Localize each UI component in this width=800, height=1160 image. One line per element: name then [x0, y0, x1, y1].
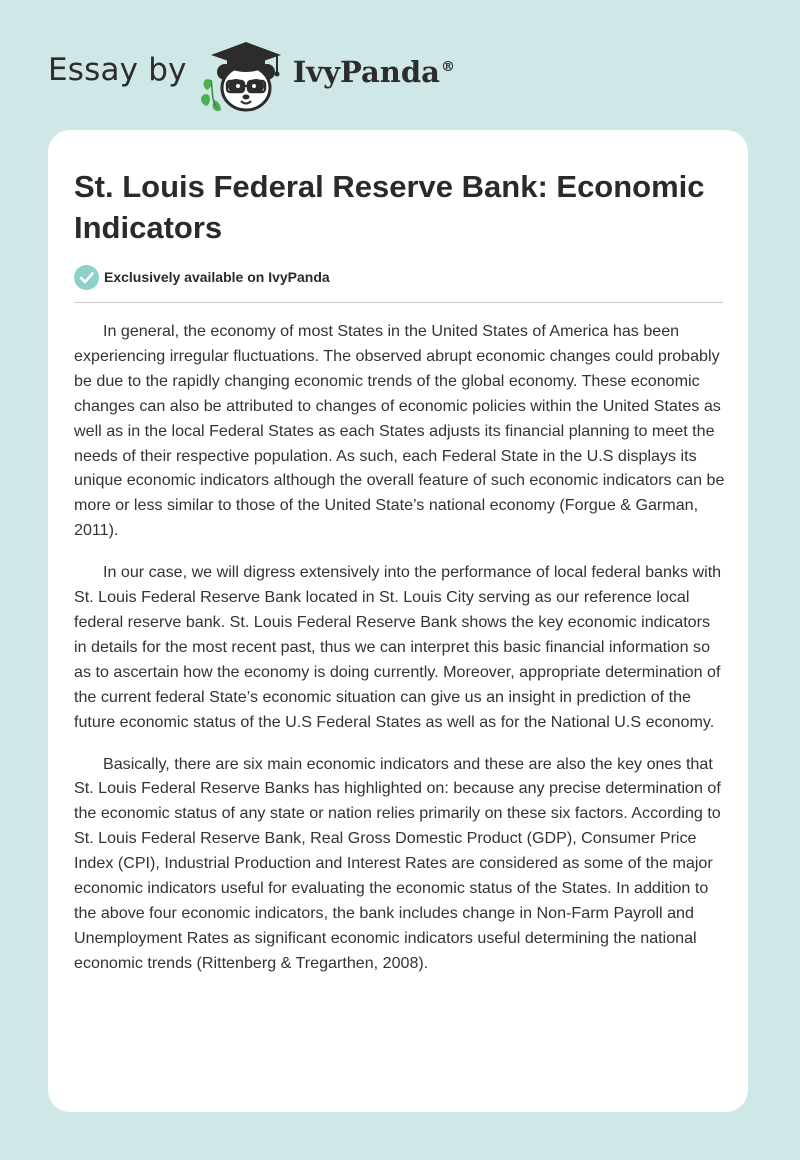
checkmark-circle-icon — [74, 265, 99, 290]
title-divider — [74, 302, 723, 303]
essay-title: St. Louis Federal Reserve Bank: Economic Indicators — [74, 169, 705, 245]
exclusive-badge — [74, 264, 330, 290]
essay-by-label: Essay by — [48, 52, 187, 88]
panda-graduate-logo-icon — [197, 36, 289, 116]
essay-paragraph-1: In general, the economy of most States in the United States of America has been experiencing irregular fluctuations. The observed abrupt economic changes could probably be due to the rapidly changing economic trends of the global economy. These economic changes can also be attributed to changes of economic policies within the United States as well as in the local Federal States as each States adjusts its financial planning to meet the needs of their respective population. As such, each Federal State in the U.S displays its unique economic indicators although the overall feature of such economic indicators can be more or less similar to those of the United State’s national economy (Forgue & Garman, 2011). — [74, 322, 725, 540]
essay-body — [74, 319, 726, 993]
brand-name — [293, 55, 455, 89]
site-header-logo[interactable] — [48, 36, 455, 116]
essay-paragraph-2: In our case, we will digress extensively into the performance of local federal banks with St. Louis Federal Reserve Bank located in St. Louis City serving as our reference local federal reserve bank. St. Louis Federal Reserve Bank shows the key economic indicators in details for the most recent past, thus we can interpret this basic financial information so as to ascertain how the economy is doing currently. Moreover, appropriate determination of the current federal State’s economic situation can give us an insight in prediction of the future economic status of the U.S Federal States as well as for the National U.S economy. — [74, 563, 722, 731]
essay-card — [48, 130, 748, 1112]
exclusive-badge-label: Exclusively available on IvyPanda — [104, 269, 330, 285]
brand-name-text: IvyPanda — [292, 55, 440, 89]
essay-paragraph-3: Basically, there are six main economic indicators and these are also the key ones that St. Louis Federal Reserve Banks has highlighted on: because any precise determination of the economic status of any state or nation relies primarily on these six factors. According to St. Louis Federal Reserve Bank, Real Gross Domestic Product (GDP), Consumer Price Index (CPI), Industrial Production and Interest Rates are considered as some of the major economic indicators useful for evaluating the economic status of the States. In addition to the above four economic indicators, the bank includes change in Non-Farm Payroll and Unemployment Rates as significant economic indicators useful determining the national economic trends (Rittenberg & Tregarthen, 2008). — [74, 754, 721, 972]
registered-mark: ® — [440, 59, 455, 76]
